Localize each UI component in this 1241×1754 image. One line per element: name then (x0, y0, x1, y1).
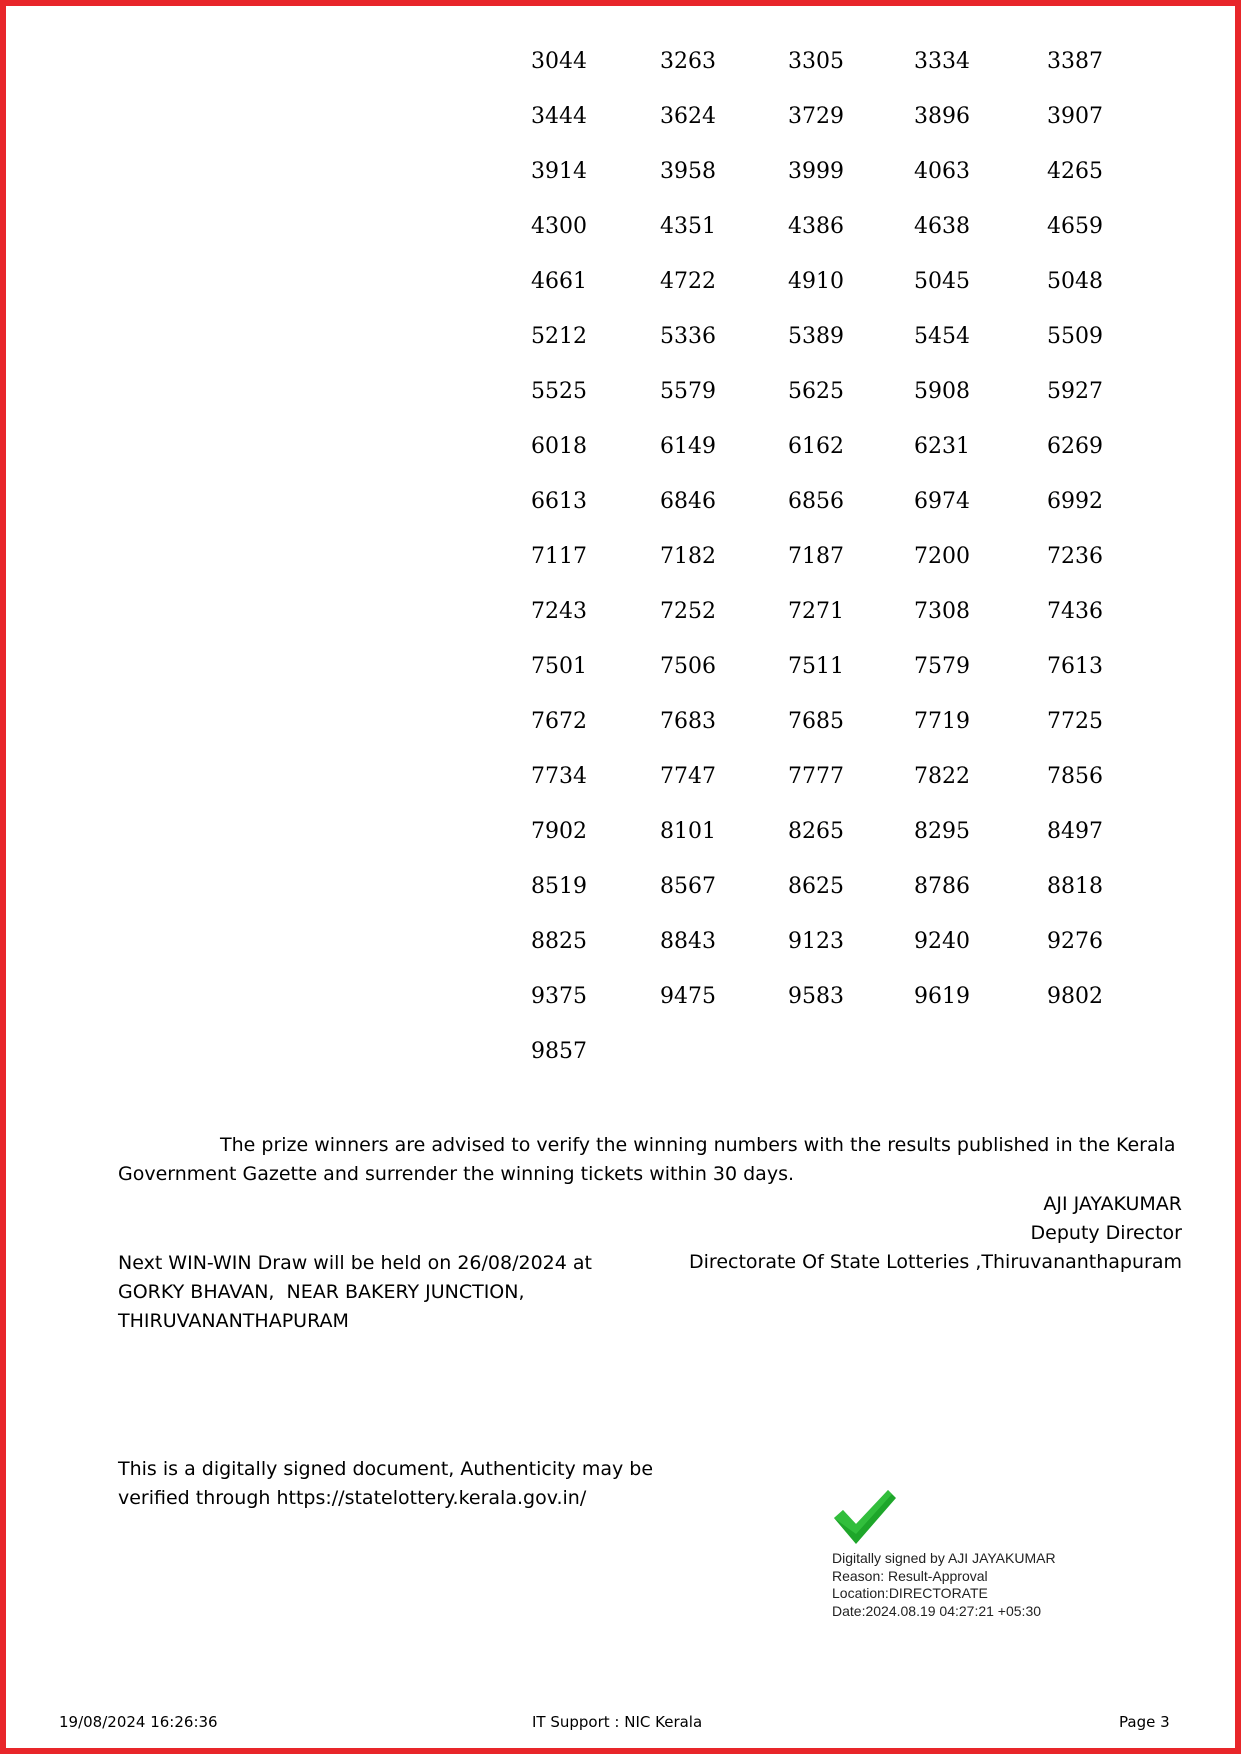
winning-number: 9475 (660, 984, 716, 1009)
winning-number: 4722 (660, 269, 716, 294)
footer-it-support: IT Support : NIC Kerala (532, 1713, 703, 1731)
winning-number: 8843 (660, 929, 716, 954)
winning-number: 4300 (531, 214, 587, 239)
winning-number: 6992 (1047, 489, 1103, 514)
winning-number: 7236 (1047, 544, 1103, 569)
winning-number: 7182 (660, 544, 716, 569)
digital-signature-stamp (832, 1488, 1092, 1620)
winning-number: 7252 (660, 599, 716, 624)
winning-number: 7511 (788, 654, 844, 679)
winning-number: 4351 (660, 214, 716, 239)
winning-number: 7613 (1047, 654, 1103, 679)
winning-number: 3387 (1047, 49, 1103, 74)
winning-number: 7187 (788, 544, 844, 569)
winning-number: 5336 (660, 324, 716, 349)
winning-number: 5579 (660, 379, 716, 404)
signature-date: Date:2024.08.19 04:27:21 +05:30 (832, 1602, 1042, 1619)
winning-number: 7683 (660, 709, 716, 734)
winning-number: 7200 (914, 544, 970, 569)
advisory-line-1 (118, 1131, 1178, 1160)
winning-number: 9276 (1047, 929, 1103, 954)
winning-number: 9802 (1047, 984, 1103, 1009)
winning-number: 8567 (660, 874, 716, 899)
winning-number: 6149 (660, 434, 716, 459)
winning-number: 4063 (914, 159, 970, 184)
next-draw-line-3: THIRUVANANTHAPURAM (118, 1310, 349, 1332)
winning-number: 7117 (531, 544, 587, 569)
winning-number: 3958 (660, 159, 716, 184)
winning-number: 8818 (1047, 874, 1103, 899)
winning-number: 4638 (914, 214, 970, 239)
digital-note-line-1: This is a digitally signed document, Authenticity may be (118, 1458, 654, 1480)
winning-number: 5048 (1047, 269, 1103, 294)
winning-number: 3907 (1047, 104, 1103, 129)
winning-number: 9583 (788, 984, 844, 1009)
winning-number: 3914 (531, 159, 587, 184)
winning-number: 4265 (1047, 159, 1103, 184)
winning-number: 3896 (914, 104, 970, 129)
winning-number: 7902 (531, 819, 587, 844)
winning-number: 7501 (531, 654, 587, 679)
winning-number: 8497 (1047, 819, 1103, 844)
signature-location: Location:DIRECTORATE (832, 1585, 988, 1601)
winning-number: 4386 (788, 214, 844, 239)
winning-number: 3999 (788, 159, 844, 184)
advisory-paragraph (118, 1131, 1178, 1189)
winning-number: 8786 (914, 874, 970, 899)
signatory-name: AJI JAYAKUMAR (1043, 1193, 1182, 1215)
winning-number: 7856 (1047, 764, 1103, 789)
winning-number: 3263 (660, 49, 716, 74)
winning-number: 6269 (1047, 434, 1103, 459)
winning-number: 9240 (914, 929, 970, 954)
winning-number: 3729 (788, 104, 844, 129)
winning-number: 7685 (788, 709, 844, 734)
winning-number: 5509 (1047, 324, 1103, 349)
winning-number: 5908 (914, 379, 970, 404)
winning-number: 5525 (531, 379, 587, 404)
winning-number: 7308 (914, 599, 970, 624)
winning-number: 5454 (914, 324, 970, 349)
signatory-office: Directorate Of State Lotteries ,Thiruvananthapuram (689, 1251, 1182, 1273)
winning-number: 6162 (788, 434, 844, 459)
footer-page-number: Page 3 (1119, 1713, 1170, 1731)
winning-number: 8101 (660, 819, 716, 844)
winning-number: 6613 (531, 489, 587, 514)
advisory-line-1-text: The prize winners are advised to verify the winning numbers with the results published in the Kerala (220, 1134, 1176, 1156)
winning-number: 7506 (660, 654, 716, 679)
winning-number: 7734 (531, 764, 587, 789)
footer-timestamp: 19/08/2024 16:26:36 (59, 1713, 218, 1731)
winning-number: 9857 (531, 1039, 587, 1064)
winning-number: 8825 (531, 929, 587, 954)
winning-number: 5389 (788, 324, 844, 349)
winning-number: 7579 (914, 654, 970, 679)
next-draw-line-2: GORKY BHAVAN, NEAR BAKERY JUNCTION, (118, 1281, 525, 1303)
winning-number: 3444 (531, 104, 587, 129)
winning-numbers-grid (531, 42, 1147, 1087)
winning-number: 8295 (914, 819, 970, 844)
winning-number: 8625 (788, 874, 844, 899)
winning-number: 6018 (531, 434, 587, 459)
winning-number: 3305 (788, 49, 844, 74)
signature-reason: Reason: Result-Approval (832, 1567, 988, 1584)
signed-by-text: Digitally signed by AJI JAYAKUMAR (832, 1550, 1056, 1566)
next-draw-notice (118, 1249, 592, 1336)
winning-number: 3044 (531, 49, 587, 74)
winning-number: 4661 (531, 269, 587, 294)
winning-number: 5927 (1047, 379, 1103, 404)
winning-number: 7271 (788, 599, 844, 624)
winning-number: 3624 (660, 104, 716, 129)
winning-number: 9619 (914, 984, 970, 1009)
winning-number: 4659 (1047, 214, 1103, 239)
digital-note-line-2: verified through https://statelottery.kerala.gov.in/ (118, 1487, 587, 1509)
digital-signature-note (118, 1455, 653, 1513)
winning-number: 8519 (531, 874, 587, 899)
signatory-block (689, 1190, 1182, 1277)
winning-number: 9123 (788, 929, 844, 954)
winning-number: 7436 (1047, 599, 1103, 624)
winning-number: 7777 (788, 764, 844, 789)
winning-number: 5625 (788, 379, 844, 404)
winning-number: 5045 (914, 269, 970, 294)
winning-number: 6856 (788, 489, 844, 514)
signatory-designation: Deputy Director (1030, 1222, 1182, 1244)
advisory-line-2: Government Gazette and surrender the winning tickets within 30 days. (118, 1163, 795, 1185)
winning-number: 6974 (914, 489, 970, 514)
winning-number: 7725 (1047, 709, 1103, 734)
winning-number: 7747 (660, 764, 716, 789)
winning-number: 4910 (788, 269, 844, 294)
checkmark-icon (832, 1488, 898, 1546)
winning-number: 8265 (788, 819, 844, 844)
winning-number: 6231 (914, 434, 970, 459)
next-draw-line-1: Next WIN-WIN Draw will be held on 26/08/2024 at (118, 1252, 592, 1274)
winning-number: 6846 (660, 489, 716, 514)
winning-number: 5212 (531, 324, 587, 349)
winning-number: 7822 (914, 764, 970, 789)
winning-number: 7672 (531, 709, 587, 734)
winning-number: 7719 (914, 709, 970, 734)
winning-number: 3334 (914, 49, 970, 74)
winning-number: 7243 (531, 599, 587, 624)
winning-number: 9375 (531, 984, 587, 1009)
